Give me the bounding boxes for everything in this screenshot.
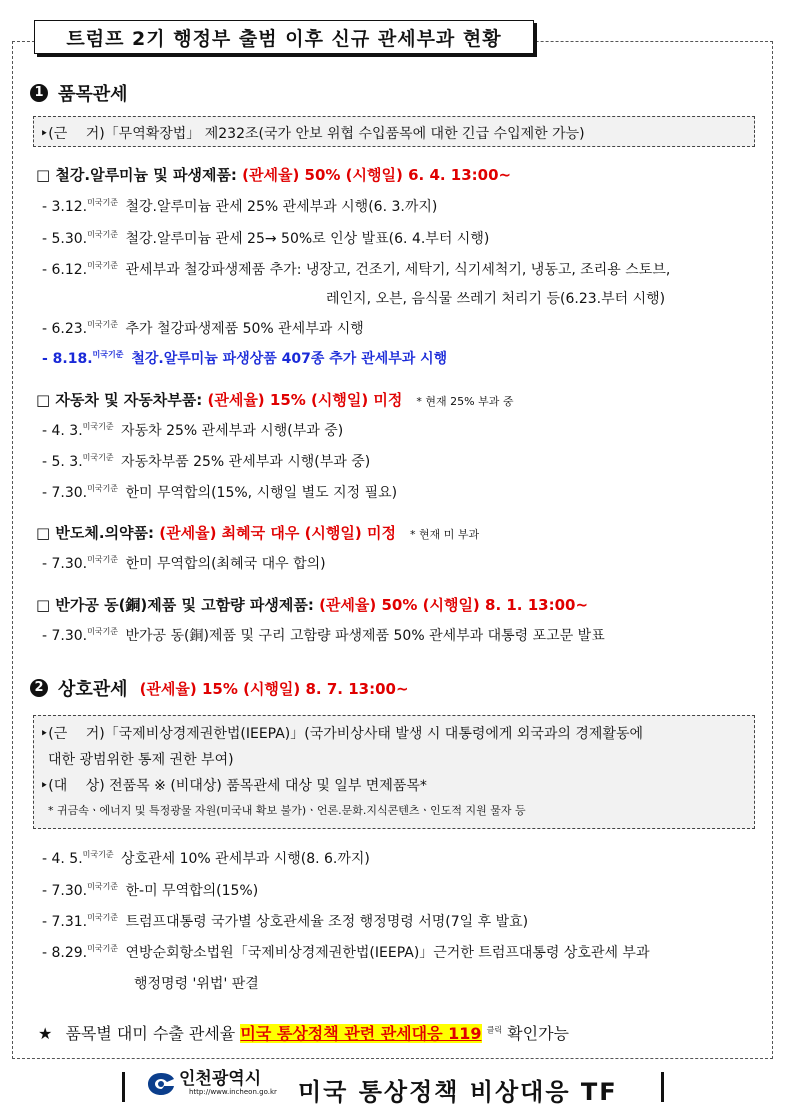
copper-rate: (관세율) 50% (시행일) 8. 1. 13:00~ [319, 596, 589, 614]
list-item: - 7.30.$^{미국기준}$ 한미 무역합의(최혜국 대우 합의) [42, 555, 326, 572]
semi-rate: (관세율) 최혜국 대우 (시행일) 미정 [159, 524, 396, 542]
basis-text: ‣(근 거)「국제비상경제권한법(IEEPA)」(국가비상사태 발생 시 대통령에게 외국과의 경제활동에 [40, 726, 644, 742]
document-frame [12, 41, 773, 1059]
list-item: - 5.30.$^{미국기준}$ 철강.알루미늄 관세 25→ 50%로 인상 발표(6. 4.부터 시행) [42, 230, 490, 247]
section-number-badge: 1 [30, 84, 48, 102]
list-item-continuation: 레인지, 오븐, 음식물 쓰레기 처리기 등(6.23.부터 시행) [326, 291, 666, 307]
incheon-logo: 인천광역시 http://www.incheon.go.kr [146, 1070, 277, 1097]
target-text: ‣(대 상) 전품목 ※ (비대상) 품목관세 대상 및 일부 면제품목* [40, 778, 427, 794]
page-title: 트럼프 2기 행정부 출범 이후 신규 관세부과 현황 [34, 20, 534, 54]
section-1-heading: 1 품목관세 [30, 80, 128, 106]
list-item: - 8.29.$^{미국기준}$ 연방순회항소법원「국제비상경제권한법(IEEPA)」근거한 트럼프대통령 상호관세 부과 [42, 944, 650, 961]
list-item-highlighted: - 8.18.$^{미국기준}$ 철강.알루미늄 파생상품 407종 추가 관세부과 시행 [42, 350, 448, 367]
list-item: - 5. 3.$^{미국기준}$ 자동차부품 25% 관세부과 시행(부과 중) [42, 453, 371, 470]
basis-box-1 [33, 116, 755, 147]
list-item: - 7.30.$^{미국기준}$ 한-미 무역합의(15%) [42, 882, 259, 899]
list-item: - 6.23.$^{미국기준}$ 추가 철강파생제품 50% 관세부과 시행 [42, 320, 364, 337]
section-2-heading: 2 상호관세 (관세율) 15% (시행일) 8. 7. 13:00~ [30, 675, 409, 701]
auto-note: * 현재 25% 부과 중 [416, 395, 514, 408]
basis-box-2 [33, 715, 755, 829]
auto-heading: □ 자동차 및 자동차부품: (관세율) 15% (시행일) 미정 * 현재 25% 부과 중 [36, 391, 514, 409]
list-item: - 7.30.$^{미국기준}$ 한미 무역합의(15%, 시행일 별도 지정 필요) [42, 484, 398, 501]
list-item: - 7.31.$^{미국기준}$ 트럼프대통령 국가별 상호관세율 조정 행정명령 서명(7일 후 발효) [42, 913, 529, 930]
copper-heading: □ 반가공 동(銅)제품 및 고함량 파생제품: (관세율) 50% (시행일) 8. 1. 13:00~ [36, 596, 589, 614]
basis-text-cont: 대한 광범위한 통제 권한 부여) [48, 752, 234, 768]
list-item: - 4. 3.$^{미국기준}$ 자동차 25% 관세부과 시행(부과 중) [42, 422, 344, 439]
list-item: - 4. 5.$^{미국기준}$ 상호관세 10% 관세부과 시행(8. 6.까지) [42, 850, 370, 867]
footer-title: 미국 통상정책 비상대응 TF [298, 1078, 618, 1106]
footer [0, 1066, 785, 1106]
tariff-response-119-link[interactable]: 미국 통상정책 관련 관세대응 119 [240, 1024, 482, 1043]
section-number-badge: 2 [30, 679, 48, 697]
star-icon: ★ [38, 1024, 53, 1043]
list-item-continuation: 행정명령 '위법' 판결 [134, 976, 259, 992]
basis-text: ‣(근 거)「무역확장법」 제232조(국가 안보 위협 수입품목에 대한 긴급 수입제한 가능) [40, 126, 585, 142]
semi-heading: □ 반도체.의약품: (관세율) 최혜국 대우 (시행일) 미정 * 현재 미 부과 [36, 524, 480, 542]
semi-note: * 현재 미 부과 [409, 528, 480, 541]
exempt-note: * 귀금속ㆍ에너지 및 특정광물 자원(미국내 확보 불가)ㆍ언론.문화.지식콘텐츠ㆍ인도적 지원 물자 등 [48, 804, 526, 817]
tariff-lookup-line: ★ 품목별 대미 수출 관세율 미국 통상정책 관련 관세대응 119 $^{클릭}$ 확인가능 [38, 1024, 569, 1043]
steel-rate: (관세율) 50% (시행일) 6. 4. 13:00~ [242, 166, 512, 184]
list-item: - 3.12.$^{미국기준}$ 철강.알루미늄 관세 25% 관세부과 시행(6. 3.까지) [42, 198, 438, 215]
incheon-emblem-icon [146, 1071, 176, 1097]
list-item: - 7.30.$^{미국기준}$ 반가공 동(銅)제품 및 구리 고함량 파생제품 50% 관세부과 대통령 포고문 발표 [42, 627, 605, 644]
list-item: - 6.12.$^{미국기준}$ 관세부과 철강파생제품 추가: 냉장고, 건조기, 세탁기, 식기세척기, 냉동고, 조리용 스토브, [42, 261, 671, 278]
reciprocal-rate: (관세율) 15% (시행일) 8. 7. 13:00~ [139, 679, 409, 698]
steel-heading: □ 철강.알루미늄 및 파생제품: (관세율) 50% (시행일) 6. 4. 13:00~ [36, 166, 512, 184]
divider [661, 1072, 664, 1102]
divider [122, 1072, 125, 1102]
auto-rate: (관세율) 15% (시행일) 미정 [207, 391, 403, 409]
